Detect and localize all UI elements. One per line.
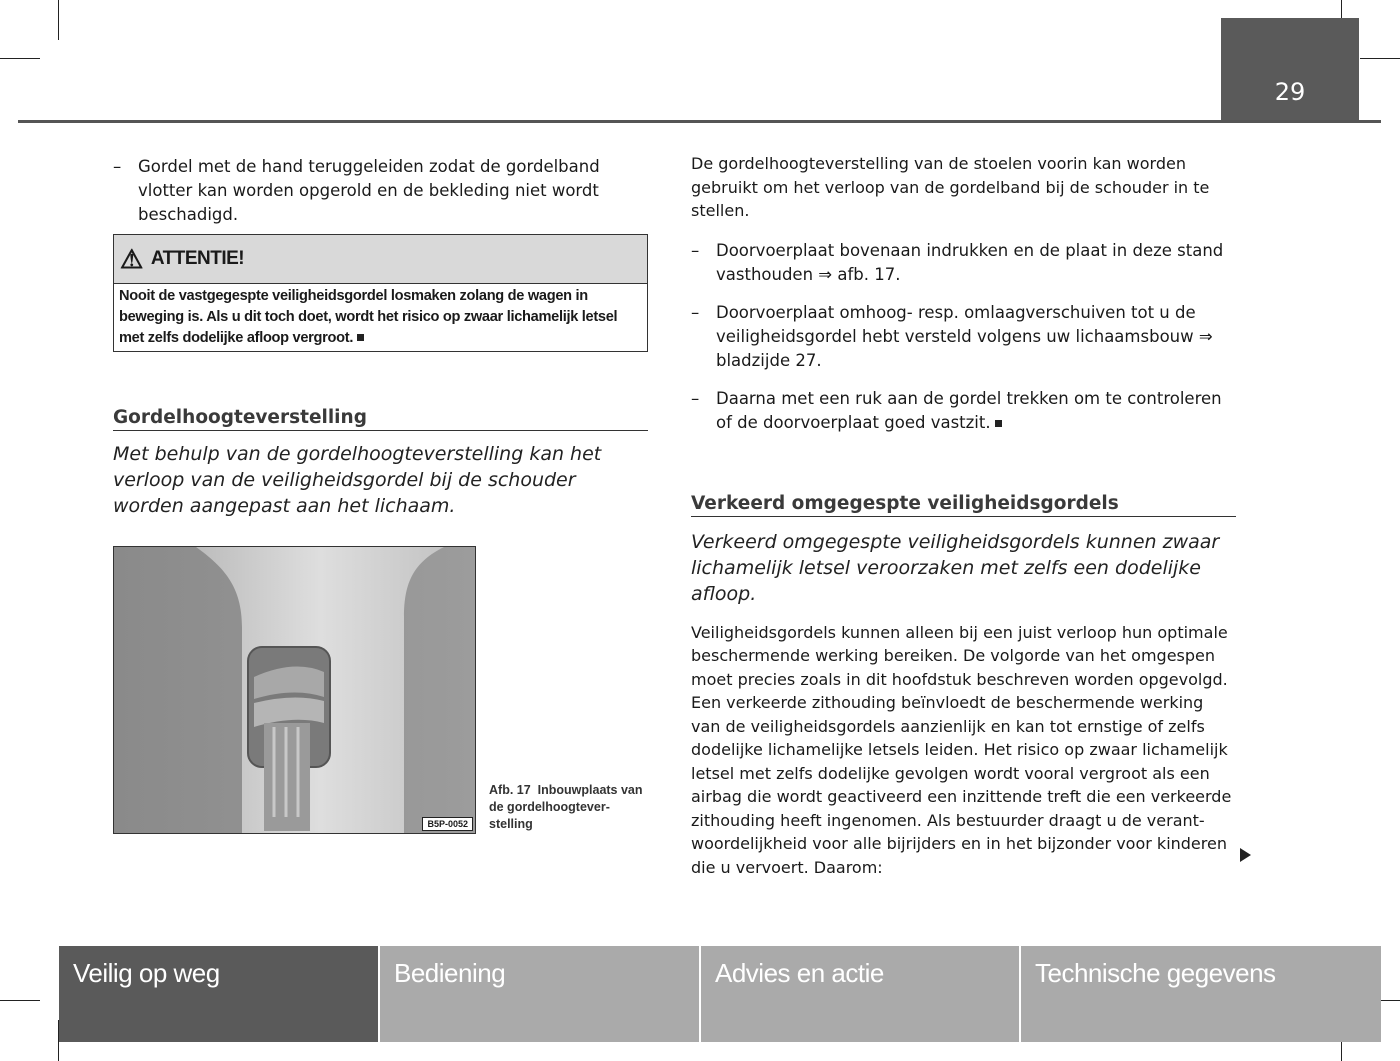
- crop-mark: [0, 1000, 40, 1001]
- warning-box: [113, 234, 648, 352]
- section-gordelhoogte: [113, 407, 648, 519]
- list-item-text: Doorvoerplaat omhoog- resp. omlaagverschuiven tot u de veiligheidsgordel hebt versteld volgens uw lichaamsbouw ⇒ bladzijde 27.: [716, 302, 1213, 370]
- dash-marker: –: [691, 388, 700, 408]
- continue-arrow-icon: [1240, 848, 1251, 862]
- seatbelt-pillar-illustration: [114, 547, 475, 833]
- nav-tab-label: Advies en actie: [715, 958, 884, 988]
- dash-marker: –: [691, 240, 700, 260]
- section-lead: Met behulp van de gordelhoogteverstelling kan het verloop van de veiligheidsgordel bij de schouder worden aangepast aan het lichaam.: [113, 443, 602, 517]
- list-item: [691, 239, 1236, 287]
- left-column: [113, 155, 648, 227]
- section-title: Verkeerd omgegespte veiligheidsgordels: [691, 493, 1236, 517]
- nav-tab-veilig-op-weg[interactable]: [59, 946, 378, 1042]
- nav-tab-label: Bediening: [394, 958, 506, 988]
- section-lead: Verkeerd omgegespte veiligheidsgordels kunnen zwaar lichamelijk letsel veroorzaken met zelfs een dodelijke afloop.: [691, 530, 1220, 605]
- page-number: 29: [1274, 78, 1306, 106]
- section-title: Gordelhoogteverstelling: [113, 407, 648, 431]
- caption-text: Inbouwplaats van de gordelhoogteverstelling: [489, 783, 643, 831]
- list-item: [113, 155, 648, 227]
- nav-tab-bediening[interactable]: [380, 946, 699, 1042]
- dash-marker: –: [691, 302, 700, 322]
- caption-label: Afb. 17: [489, 783, 531, 797]
- warning-header: [114, 235, 647, 284]
- list-item: [691, 387, 1236, 435]
- figure-image: [113, 546, 476, 834]
- list-item-text: Doorvoerplaat bovenaan indrukken en de plaat in deze stand vasthouden ⇒ afb. 17.: [716, 240, 1224, 284]
- figure-code: B5P-0052: [422, 817, 473, 831]
- end-square-icon: [995, 420, 1002, 427]
- warning-text: Nooit de vastgegespte veiligheidsgordel losmaken zolang de wagen in beweging is. Als u dit toch doet, wordt het risico op zwaar lichamelijk letsel met zelfs dodelijke afloop vergroot.: [119, 288, 618, 346]
- nav-tab-advies-en-actie[interactable]: [701, 946, 1019, 1042]
- nav-tab-label: Technische gegevens: [1035, 958, 1276, 988]
- body-paragraph: Veiligheidsgordels kunnen alleen bij een juist verloop hun optimale beschermende werking bereiken. De volgorde van het omgespen moet precies zoals in dit hoofdstuk beschreven worden opgevolgd. Een verkeerde zithouding beïnvloedt de beschermende werking van de veiligheidsgordels aanzienlijk en kan tot ernstige of zelfs dodelijke lichamelijke letsels leiden. Het risico op zwaar lichamelijk letsel met zelfs dodelijke gevolgen wordt vooral vergroot als een airbag die wordt geactiveerd een inzittende treft die een verkeerde zithouding heeft ingenomen. Als bestuurder draagt u de verantwoordelijkheid voor alle bijrijders en in het bijzonder voor kinderen die u vervoert. Daarom:: [691, 622, 1232, 877]
- end-square-icon: [357, 334, 364, 341]
- header-rule: [18, 120, 1381, 123]
- warning-title: ATTENTIE!: [150, 248, 245, 269]
- list-item-text: Gordel met de hand teruggeleiden zodat de gordelband vlotter kan worden opgerold en de bekleding niet wordt beschadigd.: [138, 157, 600, 224]
- list-item-text: Daarna met een ruk aan de gordel trekken om te controleren of de doorvoerplaat goed vastzit.: [716, 388, 1222, 432]
- crop-mark: [58, 0, 59, 40]
- nav-tab-label: Veilig op weg: [73, 958, 220, 988]
- right-column: [691, 152, 1236, 879]
- intro-paragraph: De gordelhoogteverstelling van de stoelen voorin kan worden gebruikt om het verloop van de gordelband bij de schouder in te stellen.: [691, 154, 1210, 220]
- list-item: [691, 301, 1236, 373]
- warning-body: [114, 284, 647, 351]
- page-number-tab: [1221, 18, 1359, 122]
- dash-marker: –: [113, 157, 122, 176]
- figure-caption: [489, 782, 649, 833]
- crop-mark: [0, 58, 40, 59]
- crop-mark: [1360, 58, 1400, 59]
- warning-triangle-icon: ⚠: [120, 244, 143, 274]
- nav-tab-technische-gegevens[interactable]: [1021, 946, 1381, 1042]
